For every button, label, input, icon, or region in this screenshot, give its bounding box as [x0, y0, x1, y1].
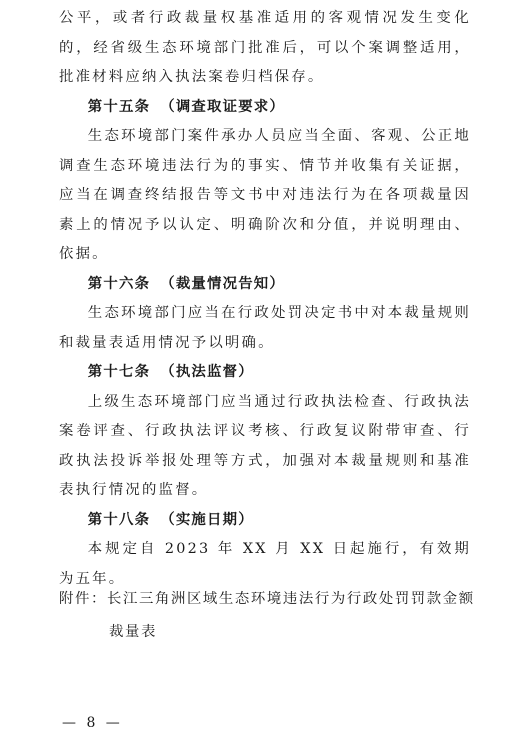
article-16-text: 生态环境部门应当在行政处罚决定书中对本裁量规则和裁量表适用情况予以明确。 [59, 305, 471, 351]
article-number: 第十五条 [87, 98, 151, 115]
attachment-note [59, 583, 479, 649]
article-title: （裁量情况告知） [160, 275, 285, 292]
attachment-title: 长江三角洲区域生态环境违法行为行政处罚罚款金额 [106, 591, 475, 607]
article-title: （执法监督） [160, 364, 254, 380]
attachment-label: 附件： [59, 591, 107, 607]
article-number: 第十八条 [87, 511, 151, 528]
article-18-text: 本规定自 2023 年 XX 月 XX 日起施行，有效期为五年。 [59, 541, 471, 587]
article-title: （实施日期） [160, 511, 254, 528]
article-title: （调查取证要求） [160, 98, 285, 115]
attachment-line-1 [59, 583, 479, 616]
document-body [59, 4, 471, 594]
article-number: 第十六条 [87, 275, 151, 292]
article-17-heading [59, 358, 471, 388]
page-number: — 8 — [62, 715, 123, 731]
attachment-line-2: 裁量表 [109, 624, 157, 640]
paragraph-continued: 公平，或者行政裁量权基准适用的客观情况发生变化的，经省级生态环境部门批准后，可以个案调整适用，批准材料应纳入执法案卷归档保存。 [59, 10, 471, 85]
article-number: 第十七条 [87, 364, 151, 380]
article-16-heading [59, 270, 471, 300]
article-17-text: 上级生态环境部门应当通过行政执法检查、行政执法案卷评查、行政执法评议考核、行政复议附带审查、行政执法投诉举报处理等方式，加强对本裁量规则和基准表执行情况的监督。 [59, 393, 471, 498]
article-18-heading [59, 506, 471, 536]
article-15-text: 生态环境部门案件承办人员应当全面、客观、公正地调查生态环境违法行为的事实、情节并收集有关证据，应当在调查终结报告等文书中对违法行为在各项裁量因素上的情况予以认定、明确阶次和分值，并说明理由、依据。 [59, 128, 471, 262]
article-15-heading [59, 93, 471, 123]
